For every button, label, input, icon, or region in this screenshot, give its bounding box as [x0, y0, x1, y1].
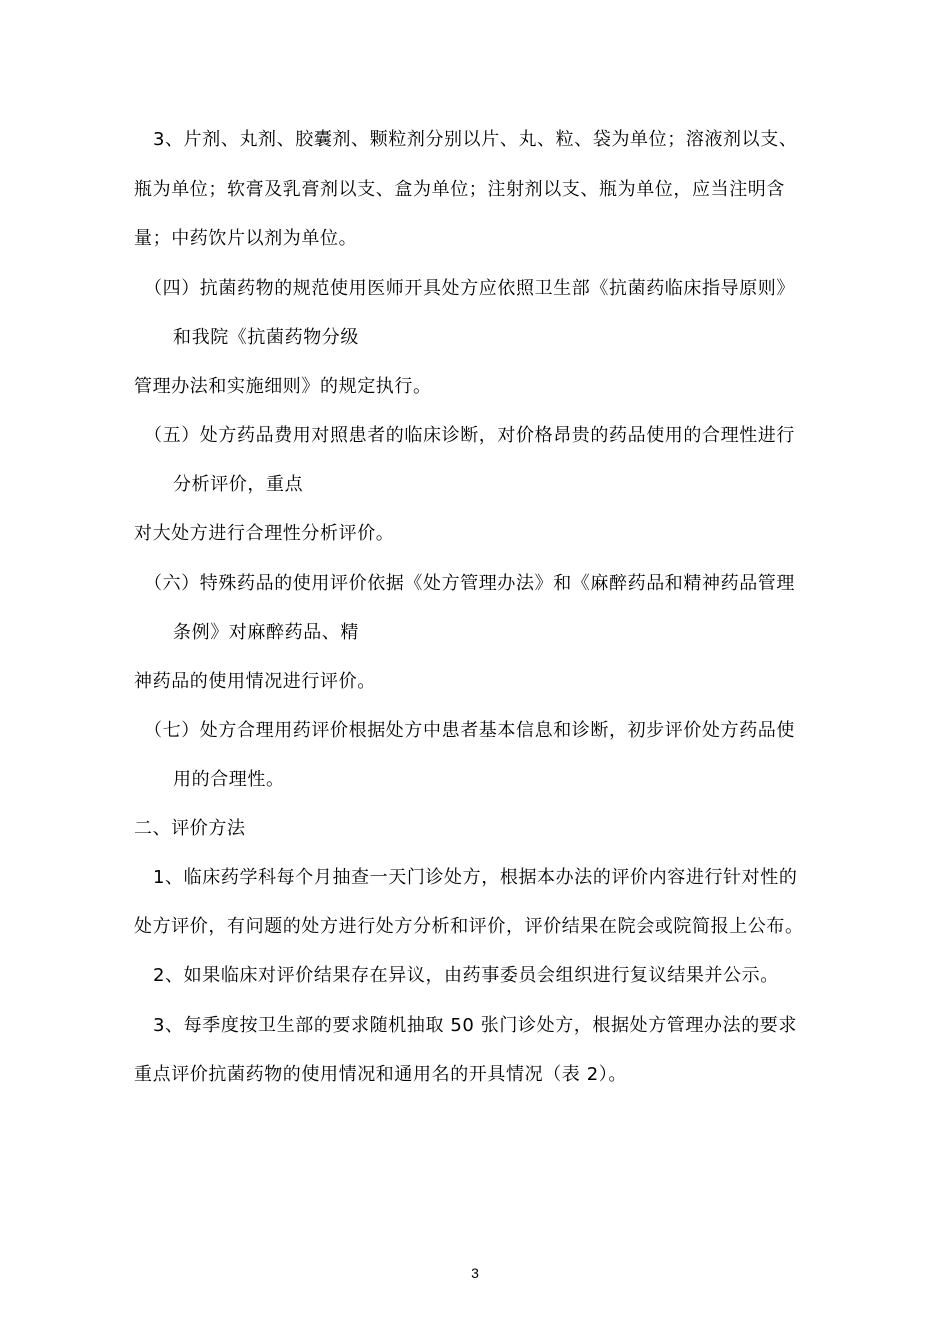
- text-line: 和我院《抗菌药物分级: [173, 327, 359, 348]
- text-line: （五）处方药品费用对照患者的临床诊断，对价格昂贵的药品使用的合理性进行: [144, 425, 795, 446]
- text-line: （六）特殊药品的使用评价依据《处方管理办法》和《麻醉药品和精神药品管理: [144, 573, 795, 594]
- page-number: 3: [471, 1265, 479, 1281]
- text-line: 分析评价，重点: [173, 474, 304, 495]
- text-line: 神药品的使用情况进行评价。: [134, 671, 376, 692]
- text-line: 条例》对麻醉药品、精: [173, 622, 359, 643]
- text-line: 1、临床药学科每个月抽查一天门诊处方，根据本办法的评价内容进行针对性的: [153, 867, 798, 888]
- text-line: （七）处方合理用药评价根据处方中患者基本信息和诊断，初步评价处方药品使: [144, 720, 795, 741]
- text-line: 3、每季度按卫生部的要求随机抽取 50 张门诊处方，根据处方管理办法的要求: [153, 1015, 797, 1036]
- text-line: （四）抗菌药物的规范使用医师开具处方应依照卫生部《抗菌药临床指导原则》: [144, 278, 795, 299]
- section-heading: 二、评价方法: [134, 818, 246, 839]
- text-line: 量；中药饮片以剂为单位。: [134, 228, 358, 249]
- text-line: 2、如果临床对评价结果存在异议，由药事委员会组织进行复议结果并公示。: [153, 965, 779, 986]
- text-line: 重点评价抗菌药物的使用情况和通用名的开具情况（表 2）。: [134, 1064, 627, 1085]
- text-line: 处方评价，有问题的处方进行处方分析和评价，评价结果在院会或院简报上公布。: [134, 916, 804, 937]
- text-line: 用的合理性。: [173, 769, 285, 790]
- text-line: 瓶为单位；软膏及乳膏剂以支、盒为单位；注射剂以支、瓶为单位，应当注明含: [134, 179, 785, 200]
- text-line: 对大处方进行合理性分析评价。: [134, 523, 395, 544]
- text-line: 管理办法和实施细则》的规定执行。: [134, 376, 432, 397]
- text-line: 3、片剂、丸剂、胶囊剂、颗粒剂分别以片、丸、粒、袋为单位；溶液剂以支、: [153, 129, 798, 150]
